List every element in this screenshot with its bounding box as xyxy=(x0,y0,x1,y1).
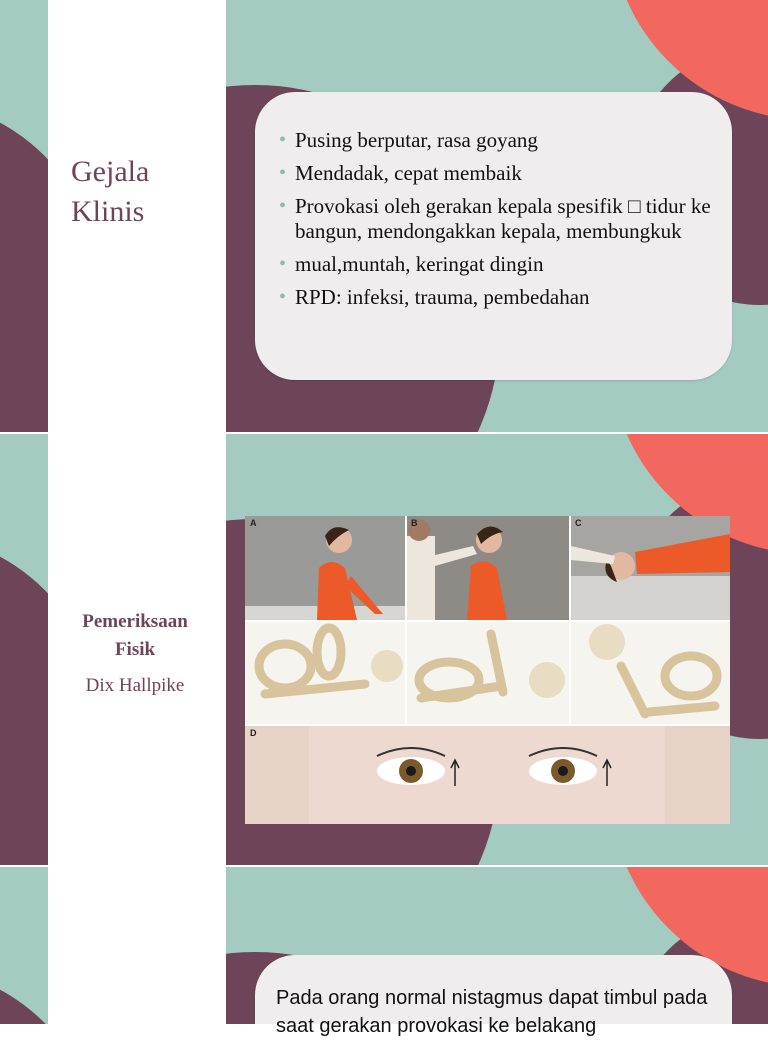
bullet-list xyxy=(275,128,725,318)
bullet-item: • RPD: infeksi, trauma, pembedahan xyxy=(279,285,590,309)
bullet-dot-icon: • xyxy=(279,162,287,184)
bullet-item: • Mendadak, cepat membaik xyxy=(279,161,522,185)
figure-label-b: B xyxy=(411,518,418,528)
bullet-dot-icon: • xyxy=(279,129,287,151)
slide-title: Gejala Klinis xyxy=(71,155,150,228)
slide-title: Pemeriksaan Fisik xyxy=(82,611,188,660)
figure-label-c: C xyxy=(575,518,582,528)
bullet-item: • Provokasi oleh gerakan kepala spesifik □ tidur ke bangun, mendongakkan kepala, membungkuk xyxy=(279,194,711,243)
bullet-dot-icon: • xyxy=(279,286,287,308)
dix-hallpike-illustration xyxy=(245,516,730,824)
bullet-item: • Pusing berputar, rasa goyang xyxy=(279,128,538,152)
slide-gejala-klinis xyxy=(0,0,768,432)
bullet-dot-icon: • xyxy=(279,195,287,217)
bullet-dot-icon: • xyxy=(279,253,287,275)
figure-label-a: A xyxy=(250,518,257,528)
dix-hallpike-figure xyxy=(245,516,730,824)
slide-paragraph: Pada orang normal nistagmus dapat timbul pada saat gerakan provokasi ke belakang xyxy=(276,987,708,1037)
title-panel xyxy=(48,867,226,1024)
figure-label-d: D xyxy=(250,728,257,738)
slide-subtitle: Dix Hallpike xyxy=(85,675,185,696)
bullet-item: • mual,muntah, keringat dingin xyxy=(279,252,544,276)
